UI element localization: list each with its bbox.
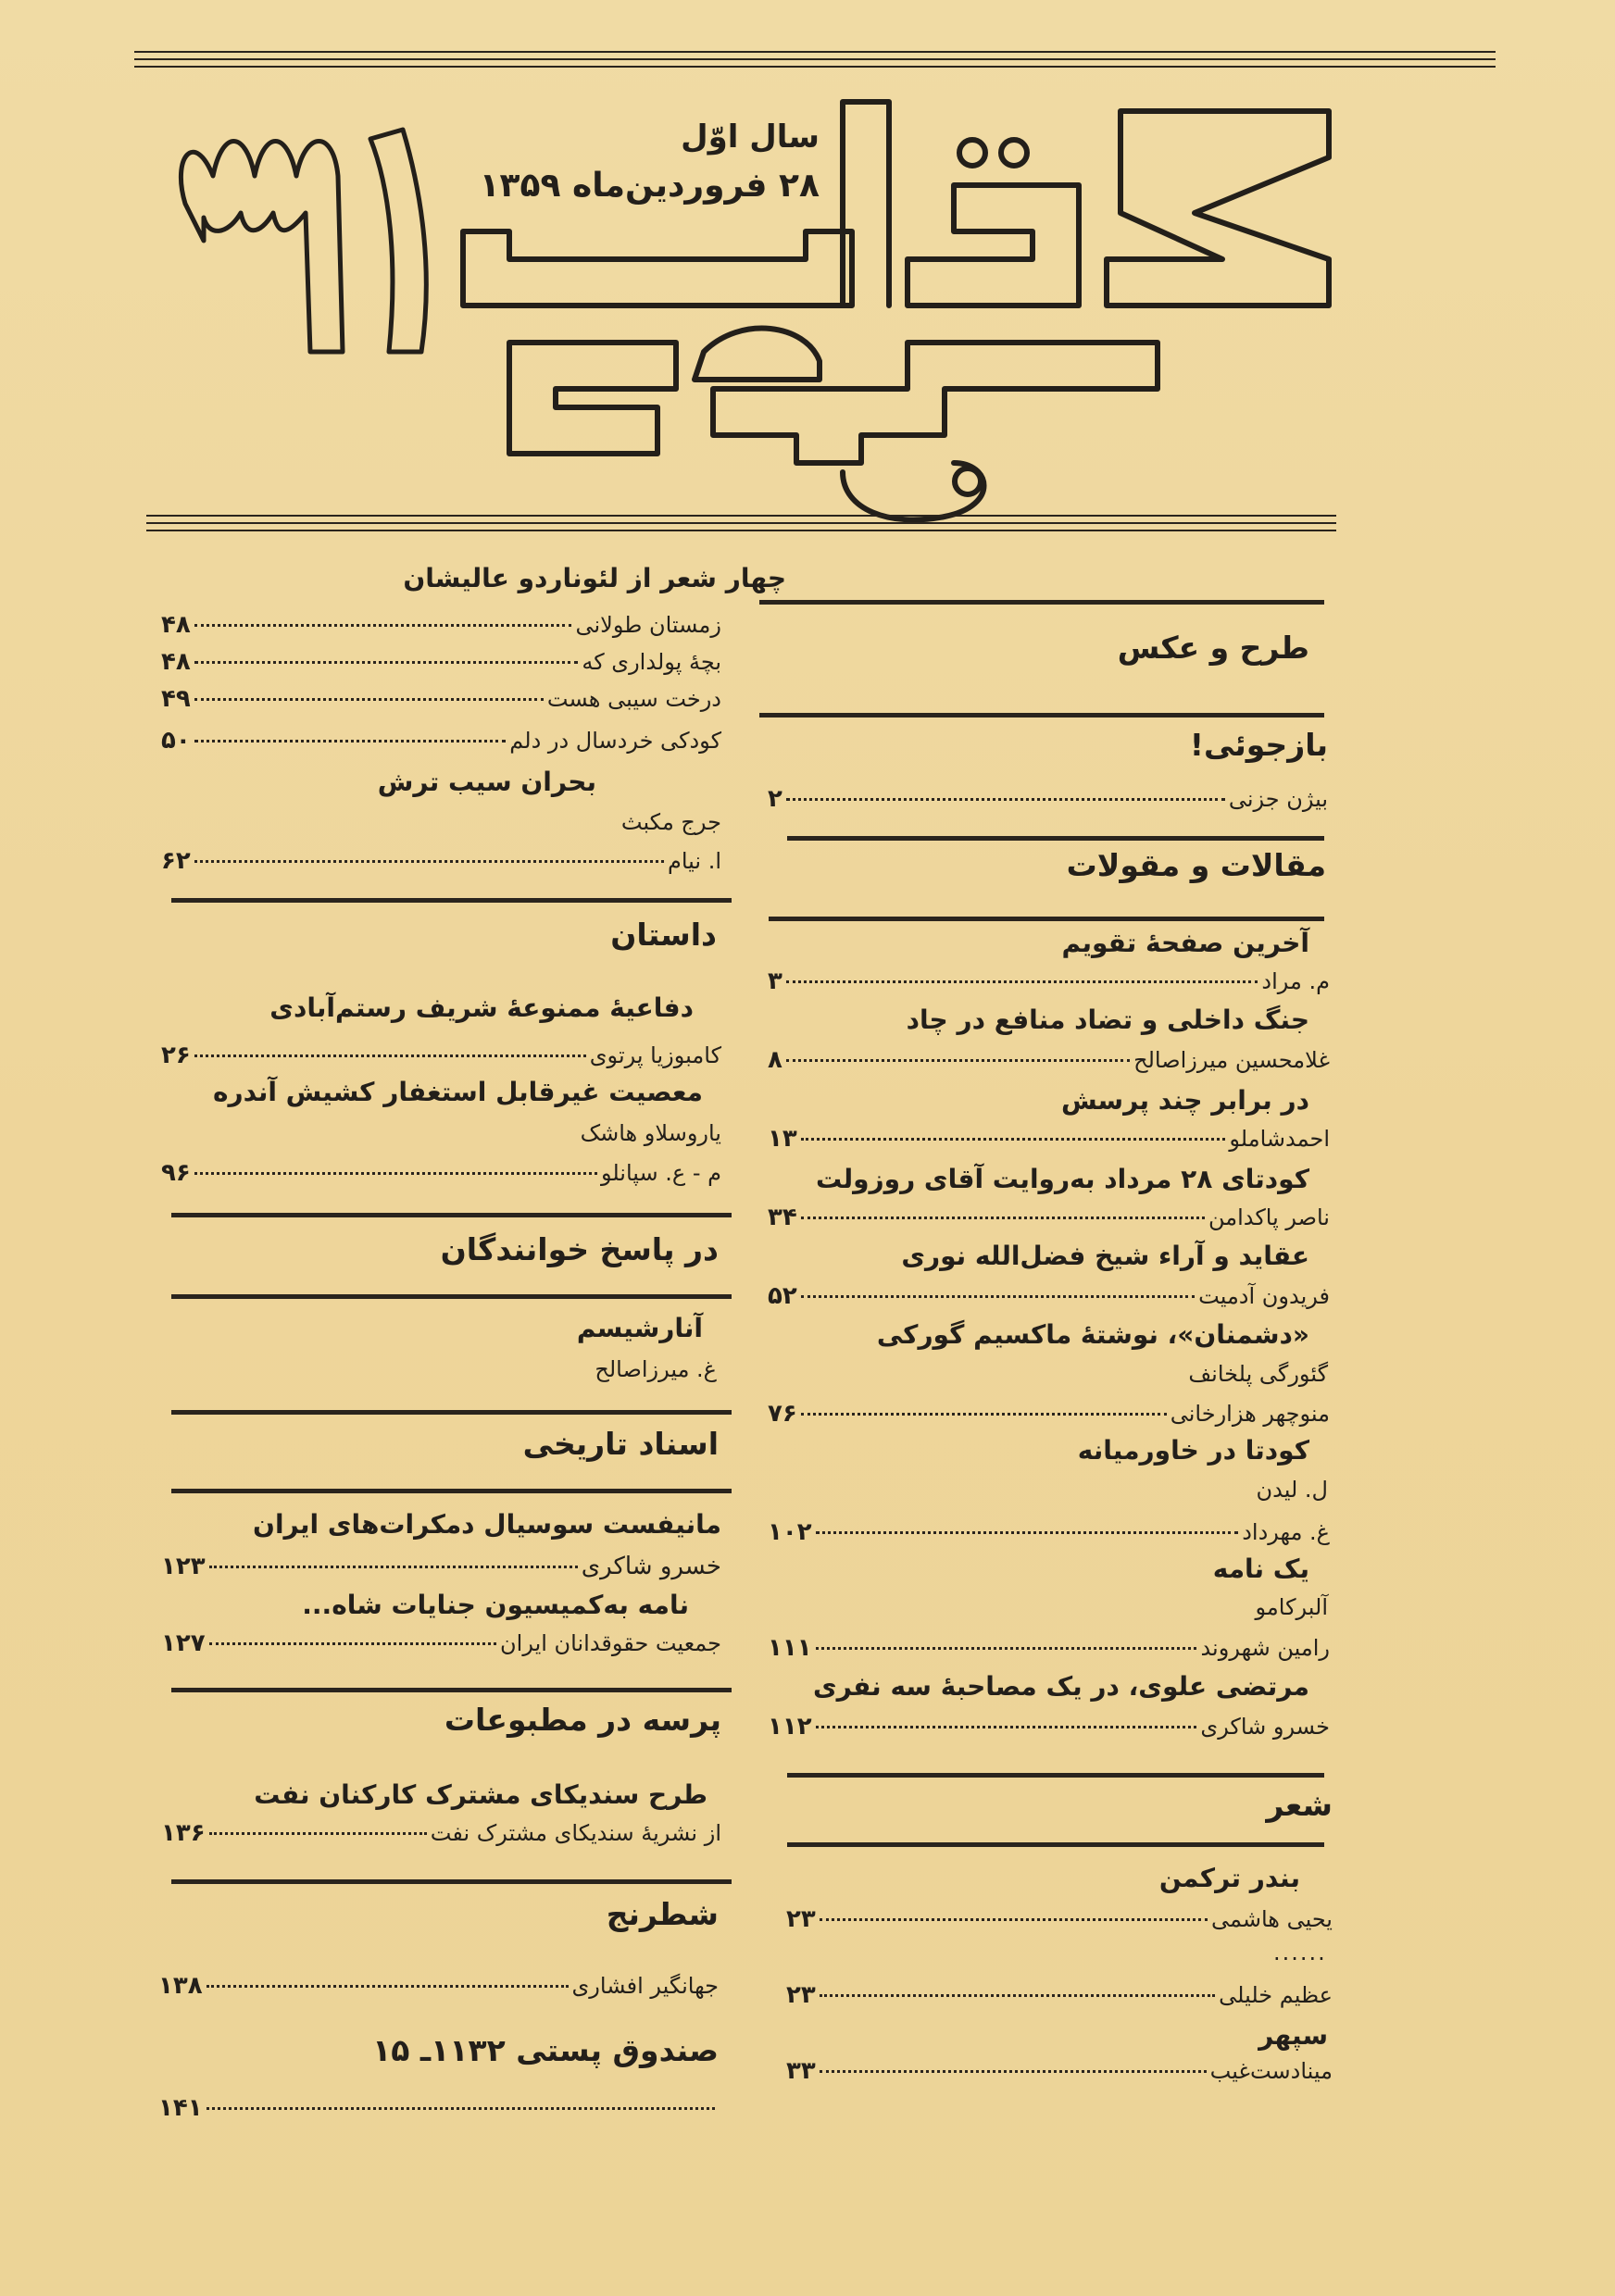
chess-entry: جهانگیر افشاری ۱۳۸ (158, 1972, 719, 2000)
article-author-6: گئورگی پلخانف (1188, 1361, 1328, 1387)
press-title: طرح سندیکای مشترک کارکنان نفت (254, 1779, 707, 1810)
press-entry: از نشریهٔ سندیکای مشترک نفت ۱۳۶ (161, 1819, 721, 1847)
four-poems-entry-4: کودکی خردسال در دلم ۵۰ (161, 727, 721, 755)
documents-title-2: نامه به‌کمیسیون جنایات شاه... (302, 1590, 689, 1620)
heading-press: پرسه در مطبوعات (444, 1702, 721, 1738)
rule-documents-list (171, 1489, 732, 1493)
rule-poetry-list (787, 1842, 1324, 1847)
rule-press (171, 1688, 732, 1692)
logo-dot-1 (959, 140, 985, 166)
four-poems-entry-3: درخت سیبی هست ۴۹ (161, 685, 721, 713)
logo-be (463, 231, 852, 306)
article-entry-8: رامین شهروند ۱۱۱ (768, 1634, 1330, 1662)
rule-articles-list (769, 917, 1324, 921)
heading-chess: شطرنج (606, 1896, 719, 1932)
rule-documents (171, 1410, 732, 1415)
logo-jim (713, 343, 1158, 463)
heading-documents: اسناد تاریخی (522, 1426, 719, 1462)
fiction-title-2: معصیت غیرقابل استغفار کشیش آندره (213, 1077, 703, 1107)
issue-date: ۲۸ فروردین‌ماه ۱۳۵۹ (479, 167, 820, 205)
heading-fiction: داستان (610, 917, 717, 953)
dateline (468, 119, 820, 205)
top-rule (134, 51, 1496, 68)
logo-ta (908, 185, 1079, 306)
logo-kaf (1107, 111, 1329, 306)
article-title-8: یک نامه (1212, 1554, 1309, 1584)
sour-apple-title: بحران سیب ترش (377, 767, 596, 797)
article-entry-6: منوچهر هزارخانی ۷۶ (768, 1400, 1330, 1428)
heading-readers: در پاسخ خوانندگان (440, 1231, 719, 1267)
article-entry-9: خسرو شاکری ۱۱۲ (768, 1713, 1330, 1741)
poem-title-2: ...... (1273, 1940, 1327, 1965)
documents-entry-1: خسرو شاکری ۱۲۳ (161, 1553, 721, 1580)
article-title-2: جنگ داخلی و تضاد منافع در چاد (906, 1004, 1309, 1035)
rule-articles (787, 836, 1324, 841)
rule-bazjui (759, 713, 1324, 718)
fiction-entry-2: م - ع. سپانلو ۹۶ (161, 1159, 721, 1187)
poem-entry-2: عظیم خلیلی ۲۳ (786, 1981, 1333, 2009)
documents-title-1: مانیفست سوسیال دمکرات‌های ایران (253, 1509, 721, 1540)
article-title-5: عقاید و آراء شیخ فضل‌الله نوری (901, 1241, 1309, 1271)
heading-poetry: شعر (1266, 1787, 1333, 1823)
poem-title-1: بندر ترکمن (1158, 1863, 1300, 1893)
logo-mim (695, 329, 820, 380)
article-author-8: آلبرکامو (1255, 1594, 1328, 1620)
rule-readers-list (171, 1294, 732, 1299)
article-entry-3: احمدشاملو ۱۳ (768, 1125, 1330, 1153)
article-author-7: ل. لیدن (1256, 1477, 1328, 1503)
heading-four-poems: چهار شعر از لئوناردو عالیشان (403, 563, 786, 593)
article-entry-2: غلامحسین میرزاصالح ۸ (768, 1046, 1330, 1074)
logo-dot-2 (1001, 140, 1027, 166)
pobox-entry: ۱۴۱ (158, 2094, 719, 2122)
poem-entry-1: یحیی هاشمی ۲۳ (786, 1905, 1333, 1933)
rule-design (759, 600, 1324, 605)
readers-title: آنارشیسم (576, 1313, 703, 1343)
masthead-bottom-rule (146, 515, 1336, 531)
sour-apple-author: جرج مکبث (620, 809, 721, 835)
logo-ain (509, 343, 676, 454)
four-poems-entry-1: زمستان طولانی ۴۸ (161, 611, 721, 639)
four-poems-entry-2: بچهٔ پولداری که ۴۸ (161, 648, 721, 676)
heading-articles: مقالات و مقولات (1066, 847, 1326, 883)
fiction-title-1: دفاعیهٔ ممنوعهٔ شریف رستم‌آبادی (269, 992, 694, 1023)
entry-bazjui: بیژن جزنی ۲ (768, 785, 1328, 813)
article-title-7: کودتا در خاورمیانه (1077, 1435, 1309, 1466)
fiction-entry-1: کامبوزیا پرتوی ۲۶ (161, 1042, 721, 1069)
article-title-1: آخرین صفحهٔ تقویم (1061, 928, 1309, 958)
issue-number-art (181, 130, 426, 352)
article-entry-7: غ. مهرداد ۱۰۲ (768, 1518, 1330, 1546)
documents-entry-2: جمعیت حقوقدانان ایران ۱۲۷ (161, 1629, 721, 1657)
article-entry-5: فریدون آدمیت ۵۲ (768, 1282, 1330, 1310)
rule-fiction (171, 898, 732, 903)
rule-poetry (787, 1773, 1324, 1778)
heading-pobox: صندوق پستی ۱۱۳۲ـ ۱۵ (372, 2032, 719, 2068)
fiction-author-2: یاروسلاو هاشک (580, 1120, 721, 1146)
article-entry-1: م. مراد ۳ (768, 967, 1330, 995)
readers-author: غ. میرزاصالح (595, 1356, 717, 1382)
rule-chess (171, 1879, 732, 1884)
heading-design: طرح و عکس (1117, 630, 1309, 666)
article-title-9: مرتضی علوی، در یک مصاحبهٔ سه نفری (812, 1671, 1309, 1702)
article-title-6: «دشمنان»، نوشتهٔ ماکسیم گورکی (876, 1319, 1309, 1350)
heading-bazjui: بازجوئی! (1189, 727, 1328, 763)
sour-apple-entry: ا. نیام ۶۲ (161, 847, 721, 875)
article-title-4: کودتای ۲۸ مرداد به‌روایت آقای روزولت (815, 1164, 1309, 1194)
poem-title-3: سپهر (1258, 2020, 1328, 2051)
article-entry-4: ناصر پاکدامن ۳۴ (768, 1204, 1330, 1231)
year-label: سال اوّل (681, 119, 820, 156)
poem-entry-3: مینادست‌غیب ۳۳ (786, 2057, 1333, 2085)
article-title-3: در برابر چند پرسش (1060, 1085, 1309, 1116)
rule-readers (171, 1213, 732, 1217)
